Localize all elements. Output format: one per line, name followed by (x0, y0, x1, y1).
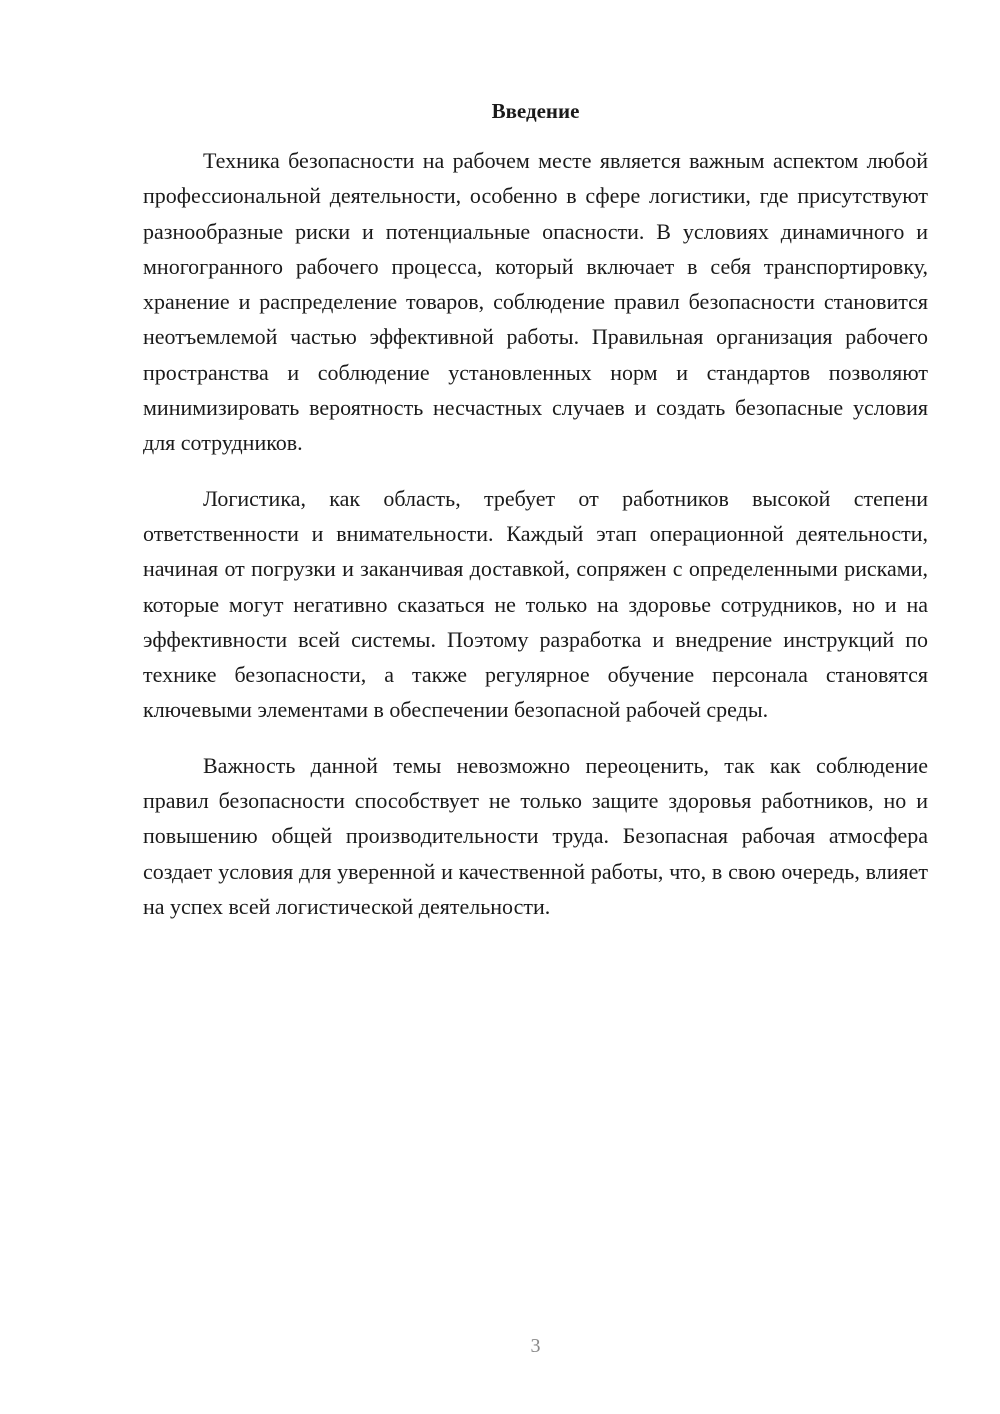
paragraph-2: Логистика, как область, требует от работников высокой степени ответственности и внимательности. Каждый этап операционной деятельности, начиная от погрузки и заканчивая доставкой, сопряжен с определенными рисками, которые могут негативно сказаться не только на здоровье сотрудников, но и на эффективности всей системы. Поэтому разработка и внедрение инструкций по технике безопасности, а также регулярное обучение персонала становятся ключевыми элементами в обеспечении безопасной рабочей среды. (143, 485, 928, 723)
paragraph-1: Техника безопасности на рабочем месте является важным аспектом любой профессиональной деятельности, особенно в сфере логистики, где присутствуют разнообразные риски и потенциальные опасности. В условиях динамичного и многогранного рабочего процесса, который включает в себя транспортировку, хранение и распределение товаров, соблюдение правил безопасности становится неотъемлемой частью эффективной работы. Правильная организация рабочего пространства и соблюдение установленных норм и стандартов позволяют минимизировать вероятность несчастных случаев и создать безопасные условия для сотрудников. (143, 148, 928, 456)
paragraph-3: Важность данной темы невозможно переоценить, так как соблюдение правил безопасности способствует не только защите здоровья работников, но и повышению общей производительности труда. Безопасная рабочая атмосфера создает условия для уверенной и качественной работы, что, в свою очередь, влияет на успех всей логистической деятельности. (143, 752, 928, 919)
page-title: Введение (491, 99, 580, 123)
page-number: 3 (530, 1335, 541, 1357)
body-text (143, 143, 928, 944)
